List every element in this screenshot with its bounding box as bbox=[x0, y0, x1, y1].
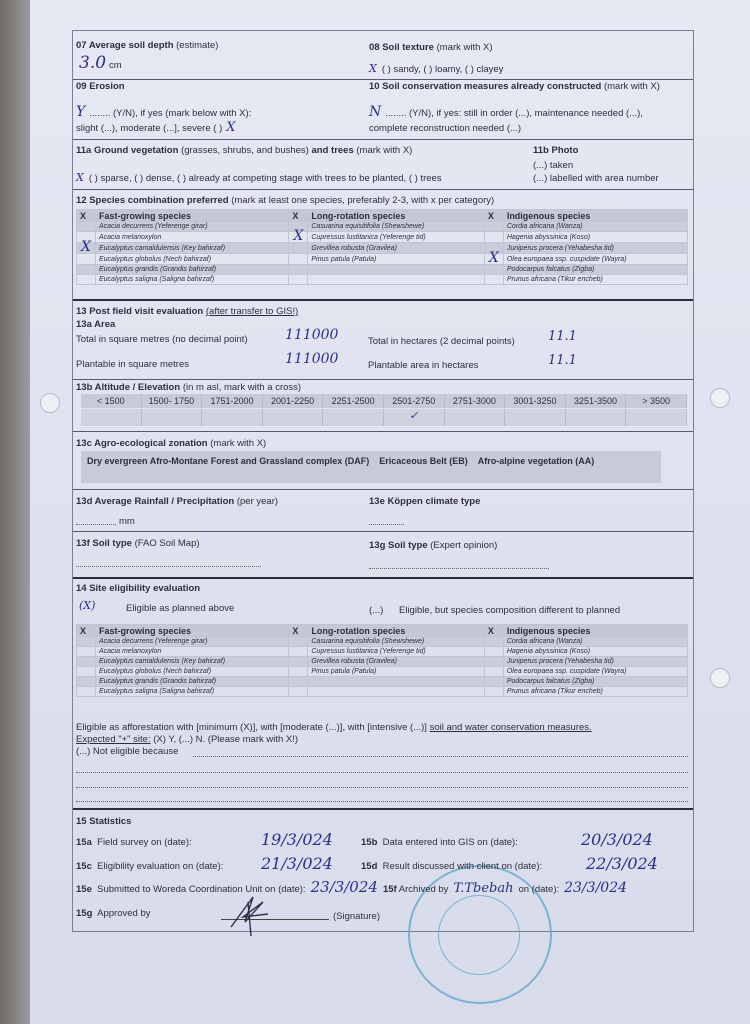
species-name: Eucalyptus saligna (Saligna bahirzaf) bbox=[96, 275, 289, 285]
section-15 bbox=[73, 808, 693, 932]
not-eligible-line[interactable] bbox=[76, 772, 688, 773]
altitude-marks bbox=[81, 409, 687, 426]
sparse-mark[interactable]: X bbox=[76, 171, 84, 184]
species-mark-cell[interactable] bbox=[77, 222, 96, 232]
mark-column-header: X bbox=[289, 210, 308, 222]
soil-depth-unit: cm bbox=[109, 60, 122, 71]
erosion-severity-row bbox=[76, 120, 236, 135]
s07-note: (estimate) bbox=[176, 40, 219, 51]
altitude-range: 2001-2250 bbox=[263, 394, 324, 408]
species-mark-cell[interactable] bbox=[77, 667, 96, 677]
rainfall-field[interactable] bbox=[76, 524, 116, 525]
vegetation-row bbox=[76, 171, 442, 184]
site-assessment-form bbox=[72, 30, 694, 932]
archived-by-label: Archived by bbox=[398, 884, 449, 895]
conservation-value[interactable]: N bbox=[369, 104, 382, 120]
eligible-different: Eligible, but species composition different to planned bbox=[399, 605, 621, 616]
s13f-note: (FAO Soil Map) bbox=[134, 538, 200, 549]
total-ha-value[interactable]: 11.1 bbox=[548, 329, 577, 344]
species-mark-cell[interactable] bbox=[77, 677, 96, 687]
species-row bbox=[77, 677, 688, 687]
species-mark-cell[interactable] bbox=[484, 232, 503, 243]
altitude-mark-cell[interactable] bbox=[505, 409, 566, 426]
species-row bbox=[77, 657, 688, 667]
altitude-mark-cell[interactable] bbox=[626, 409, 687, 426]
species-name: Pinus patula (Patula) bbox=[308, 254, 484, 265]
altitude-range: 3001-3250 bbox=[505, 394, 566, 408]
species-name: Acacia decurrens (Yeferenge girar) bbox=[96, 637, 289, 647]
species-mark-cell[interactable] bbox=[484, 637, 503, 647]
mark-column-header: X bbox=[77, 210, 96, 222]
s15e-code: 15e bbox=[76, 884, 92, 895]
archived-on-label: on (date): bbox=[518, 884, 560, 895]
species-mark-cell[interactable] bbox=[77, 687, 96, 697]
s14-title: 14 Site eligibility evaluation bbox=[76, 583, 201, 594]
altitude-range: > 3500 bbox=[626, 394, 687, 408]
conservation-line2: complete reconstruction needed (...) bbox=[369, 123, 522, 134]
s13a-title: 13a Area bbox=[76, 319, 116, 330]
s15-title: 15 Statistics bbox=[76, 816, 132, 827]
species-mark-cell[interactable] bbox=[289, 228, 308, 244]
sandy-mark[interactable]: X bbox=[369, 62, 377, 75]
section-12 bbox=[73, 189, 693, 300]
eligible-as-planned: Eligible as planned above bbox=[126, 603, 235, 614]
species-name: Casuarina equisitifolia (Shewshewe) bbox=[308, 222, 484, 232]
species-name: Hagenia abyssinica (Koso) bbox=[503, 232, 687, 243]
s10-note: (mark with X) bbox=[603, 81, 660, 92]
archived-by-name[interactable]: T.Tbebah bbox=[453, 881, 514, 896]
field-survey-label: Field survey on (date): bbox=[97, 837, 192, 848]
s11b-title: 11b Photo bbox=[533, 145, 579, 156]
species-row bbox=[77, 265, 688, 275]
species-category-header: Indigenous species bbox=[503, 625, 687, 637]
altitude-mark-cell[interactable] bbox=[142, 409, 203, 426]
altitude-mark-cell[interactable] bbox=[263, 409, 324, 426]
submitted-woreda-date[interactable]: 23/3/024 bbox=[310, 878, 378, 896]
section-14 bbox=[73, 577, 693, 805]
species-name: Hagenia abyssinica (Koso) bbox=[503, 647, 687, 657]
species-mark-cell[interactable] bbox=[484, 687, 503, 697]
species-row bbox=[77, 687, 688, 697]
species-name: Juniperus procera (Yehabesha tid) bbox=[503, 243, 687, 254]
altitude-ranges bbox=[81, 394, 687, 408]
species-table-14 bbox=[76, 624, 688, 697]
not-eligible-line[interactable] bbox=[76, 801, 688, 802]
species-name: Prunus africana (Tikur encheb) bbox=[503, 275, 687, 285]
soil-depth-row bbox=[79, 53, 122, 73]
species-name: Olea europaea ssp. cuspidate (Wayra) bbox=[503, 667, 687, 677]
species-name: Grevillea robusta (Gravilea) bbox=[308, 243, 484, 254]
swc-measures: soil and water conservation measures. bbox=[429, 722, 592, 733]
species-header-row bbox=[77, 625, 688, 637]
total-sqm-value[interactable]: 111000 bbox=[285, 327, 339, 343]
species-category-header: Long-rotation species bbox=[308, 210, 484, 222]
altitude-check-mark: ✓ bbox=[409, 409, 419, 422]
expected-site-label: Expected "+" site: bbox=[76, 734, 151, 745]
species-mark-cell[interactable] bbox=[484, 265, 503, 275]
s08-title: 08 Soil texture bbox=[369, 42, 434, 53]
species-name: Casuarina equisitifolia (Shewshewe) bbox=[308, 637, 484, 647]
species-row bbox=[77, 667, 688, 677]
species-name: Eucalyptus globolus (Nech bahirzaf) bbox=[96, 667, 289, 677]
altitude-range: 3251-3500 bbox=[566, 394, 627, 408]
archived-date[interactable]: 23/3/024 bbox=[564, 880, 628, 896]
species-row bbox=[77, 647, 688, 657]
erosion-line1: ........ (Y/N), if yes (mark below with X): bbox=[89, 108, 252, 119]
not-eligible-line[interactable] bbox=[76, 787, 688, 788]
species-mark-cell[interactable] bbox=[484, 657, 503, 667]
total-sqm-label: Total in square metres (no decimal point) bbox=[76, 334, 248, 345]
species-name: Cordia africana (Wanza) bbox=[503, 637, 687, 647]
severe-mark[interactable]: X bbox=[226, 120, 236, 135]
species-name: Cupressus lustitanica (Yeferenge tid) bbox=[308, 647, 484, 657]
species-name: Eucalyptus camaldulensis (Key bahirzaf) bbox=[96, 657, 289, 667]
species-mark-cell[interactable] bbox=[484, 222, 503, 232]
s13d-note: (per year) bbox=[236, 496, 279, 507]
approved-by-label: Approved by bbox=[97, 908, 151, 919]
signature-scribble bbox=[223, 892, 273, 937]
species-name bbox=[308, 275, 484, 285]
fao-soil-field[interactable] bbox=[76, 566, 261, 567]
species-row bbox=[77, 637, 688, 647]
species-mark-cell[interactable] bbox=[289, 657, 308, 667]
s12-title: 12 Species combination preferred bbox=[76, 195, 229, 206]
altitude-mark-cell[interactable] bbox=[202, 409, 263, 426]
species-name: Eucalyptus grandis (Grandis bahirzaf) bbox=[96, 265, 289, 275]
species-row bbox=[77, 254, 688, 265]
section-07-08 bbox=[73, 31, 693, 79]
signature-label: (Signature) bbox=[333, 911, 380, 922]
s15c-code: 15c bbox=[76, 861, 92, 872]
altitude-range: 2501-2750 bbox=[384, 394, 445, 408]
species-mark-cell[interactable] bbox=[77, 647, 96, 657]
species-mark-cell[interactable] bbox=[484, 677, 503, 687]
species-name: Grevillea robusta (Gravilea) bbox=[308, 657, 484, 667]
altitude-range: 2251-2500 bbox=[323, 394, 384, 408]
s15g-code: 15g bbox=[76, 908, 93, 919]
mark-column-header: X bbox=[77, 625, 96, 637]
species-mark-cell[interactable] bbox=[289, 677, 308, 687]
erosion-value[interactable]: Y bbox=[76, 104, 86, 120]
soil-texture-options: ( ) sandy, ( ) loamy, ( ) clayey bbox=[381, 64, 504, 75]
erosion-severity: slight (...), moderate (...], severe ( ) bbox=[76, 123, 223, 134]
s12-note: (mark at least one species, preferably 2-3, with x per category) bbox=[231, 195, 495, 206]
s13b-note: (in m asl, mark with a cross) bbox=[182, 382, 302, 393]
species-name bbox=[308, 687, 484, 697]
s13g-note: (Expert opinion) bbox=[430, 540, 498, 551]
conservation-row bbox=[369, 104, 643, 120]
species-name: Olea europaea ssp. cuspidate (Wayra) bbox=[503, 254, 687, 265]
s09-title: 09 Erosion bbox=[76, 81, 125, 92]
altitude-mark-cell[interactable] bbox=[81, 409, 142, 426]
species-table-12 bbox=[76, 209, 688, 285]
stats-row-cd bbox=[76, 854, 691, 873]
mark-column-header: X bbox=[484, 625, 503, 637]
species-name: Acacia decurrens (Yeferenge girar) bbox=[96, 222, 289, 232]
s13c-note: (mark with X) bbox=[210, 438, 267, 449]
section-13f-g bbox=[73, 531, 693, 578]
altitude-range: 2751-3000 bbox=[445, 394, 506, 408]
species-mark-cell[interactable] bbox=[289, 687, 308, 697]
species-category-header: Fast-growing species bbox=[96, 210, 289, 222]
s10-title: 10 Soil conservation measures already constructed bbox=[369, 81, 602, 92]
s13c-title: 13c Agro-ecological zonation bbox=[76, 438, 208, 449]
species-mark-cell[interactable] bbox=[484, 275, 503, 285]
species-mark: X bbox=[81, 239, 91, 255]
species-name: Eucalyptus grandis (Grandis bahirzaf) bbox=[96, 677, 289, 687]
s15d-code: 15d bbox=[361, 861, 378, 872]
section-09-10 bbox=[73, 79, 693, 140]
species-mark: X bbox=[293, 228, 304, 244]
altitude-table bbox=[73, 380, 693, 432]
result-discussed-label: Result discussed with client on (date): bbox=[382, 861, 543, 872]
afforestation-text: Eligible as afforestation with [minimum (X)], with [moderate (...)], with [intensive (...)] bbox=[76, 722, 427, 733]
species-category-header: Fast-growing species bbox=[96, 625, 289, 637]
species-mark-cell[interactable] bbox=[289, 265, 308, 275]
stamp-inner-ring bbox=[438, 895, 520, 975]
erosion-row bbox=[76, 104, 251, 120]
s15b-code: 15b bbox=[361, 837, 378, 848]
species-name: Eucalyptus globolus (Nech bahirzaf) bbox=[96, 254, 289, 265]
species-name: Juniperus procera (Yehabesha tid) bbox=[503, 657, 687, 667]
not-eligible-field[interactable] bbox=[193, 756, 688, 757]
species-row bbox=[77, 275, 688, 285]
field-survey-date[interactable]: 19/3/024 bbox=[261, 830, 333, 849]
species-mark-cell[interactable] bbox=[484, 647, 503, 657]
mark-column-header: X bbox=[289, 625, 308, 637]
punch-hole bbox=[710, 668, 730, 688]
species-name: Eucalyptus saligna (Saligna bahirzaf) bbox=[96, 687, 289, 697]
species-mark: X bbox=[488, 250, 499, 266]
species-name: Prunus africana (Tikur encheb) bbox=[503, 687, 687, 697]
species-name: Podocarpus falcatus (Zigba) bbox=[503, 677, 687, 687]
altitude-mark-cell[interactable] bbox=[323, 409, 384, 426]
photo-taken: (...) taken bbox=[533, 160, 574, 171]
species-category-header: Indigenous species bbox=[503, 210, 687, 222]
eligible-different-mark[interactable]: (...) bbox=[369, 605, 384, 616]
eligibility-eval-label: Eligibility evaluation on (date): bbox=[97, 861, 224, 872]
koppen-field[interactable] bbox=[369, 524, 404, 525]
species-mark-cell[interactable] bbox=[77, 254, 96, 265]
s15a-code: 15a bbox=[76, 837, 92, 848]
s11a-note: (grasses, shrubs, and bushes) bbox=[181, 145, 309, 156]
species-mark-cell[interactable] bbox=[77, 637, 96, 647]
species-mark-cell[interactable] bbox=[484, 250, 503, 266]
plantable-sqm-label: Plantable in square metres bbox=[76, 359, 190, 370]
zonation-table bbox=[81, 451, 661, 483]
punch-hole bbox=[40, 393, 60, 413]
photo-labelled: (...) labelled with area number bbox=[533, 173, 659, 184]
species-mark-cell[interactable] bbox=[484, 667, 503, 677]
species-name: Pinus patula (Patula) bbox=[308, 667, 484, 677]
submitted-woreda-label: Submitted to Woreda Coordination Unit on (date): bbox=[97, 884, 306, 895]
species-mark-cell[interactable] bbox=[77, 657, 96, 667]
s13d-title: 13d Average Rainfall / Precipitation bbox=[76, 496, 235, 507]
species-row bbox=[77, 243, 688, 254]
stats-row-ef bbox=[76, 878, 627, 896]
conservation-line1: ........ (Y/N), if yes: still in order (...), maintenance needed (...), bbox=[385, 108, 643, 119]
s11a-note2: (mark with X) bbox=[356, 145, 413, 156]
gis-entry-date[interactable]: 20/3/024 bbox=[581, 830, 653, 849]
species-name: Podocarpus falcatus (Zigba) bbox=[503, 265, 687, 275]
species-mark-cell[interactable] bbox=[77, 239, 96, 255]
eligible-mark[interactable]: (X) bbox=[79, 599, 96, 612]
section-13b bbox=[73, 379, 693, 432]
species-category-header: Long-rotation species bbox=[308, 625, 484, 637]
altitude-range: 1751-2000 bbox=[202, 394, 263, 408]
s13-title: 13 Post field visit evaluation bbox=[76, 306, 204, 317]
zone-eb[interactable]: Ericaceous Belt (EB) bbox=[379, 456, 468, 466]
s13e-title: 13e Köppen climate type bbox=[369, 496, 481, 507]
plantable-sqm-value[interactable]: 111000 bbox=[285, 351, 339, 367]
section-13a bbox=[73, 299, 693, 381]
s13g-title: 13g Soil type bbox=[369, 540, 428, 551]
gis-entry-label: Data entered into GIS on (date): bbox=[382, 837, 518, 848]
result-discussed-date[interactable]: 22/3/024 bbox=[586, 854, 658, 873]
altitude-mark-cell[interactable] bbox=[384, 409, 445, 426]
rainfall-unit: mm bbox=[119, 516, 135, 527]
altitude-range: < 1500 bbox=[81, 394, 142, 408]
s08-note: (mark with X) bbox=[436, 42, 493, 53]
species-name bbox=[308, 265, 484, 275]
expert-soil-field[interactable] bbox=[369, 568, 549, 569]
zone-daf[interactable]: Dry evergreen Afro-Montane Forest and Grassland complex (DAF) bbox=[87, 456, 370, 466]
species-row bbox=[77, 222, 688, 232]
species-mark-cell[interactable] bbox=[289, 243, 308, 254]
zone-aa[interactable]: Afro-alpine vegetation (AA) bbox=[477, 456, 595, 466]
mark-column-header: X bbox=[484, 210, 503, 222]
punch-hole bbox=[710, 388, 730, 408]
species-name bbox=[308, 677, 484, 687]
species-mark-cell[interactable] bbox=[289, 667, 308, 677]
species-name: Cordia africana (Wanza) bbox=[503, 222, 687, 232]
stats-row-ab bbox=[76, 830, 691, 849]
expected-site-options: (X) Y, (...) N. (Please mark with X!) bbox=[153, 734, 299, 745]
species-mark-cell[interactable] bbox=[289, 275, 308, 285]
species-row bbox=[77, 232, 688, 243]
altitude-mark-cell[interactable] bbox=[566, 409, 627, 426]
section-13c bbox=[73, 431, 693, 482]
altitude-mark-cell[interactable] bbox=[445, 409, 506, 426]
species-mark-cell[interactable] bbox=[289, 647, 308, 657]
eligibility-eval-date[interactable]: 21/3/024 bbox=[261, 854, 333, 873]
s13b-title: 13b Altitude / Elevation bbox=[76, 382, 181, 393]
section-13d-e bbox=[73, 489, 693, 532]
soil-depth-value[interactable]: 3.0 bbox=[79, 53, 107, 73]
species-name: Eucalyptus camaldulensis (Key bahirzaf) bbox=[96, 243, 289, 254]
species-mark-cell[interactable] bbox=[77, 275, 96, 285]
plantable-ha-value[interactable]: 11.1 bbox=[548, 353, 577, 368]
species-name: Cupressus lustitanica (Yeferenge tid) bbox=[308, 232, 484, 243]
species-mark-cell[interactable] bbox=[289, 254, 308, 265]
s13f-title: 13f Soil type bbox=[76, 538, 132, 549]
altitude-range: 1500- 1750 bbox=[142, 394, 203, 408]
soil-texture-row bbox=[369, 62, 503, 75]
s13-note: (after transfer to GIS!) bbox=[205, 306, 299, 317]
vegetation-options: ( ) sparse, ( ) dense, ( ) already at competing stage with trees to be planted, ( ) trees bbox=[88, 173, 442, 184]
species-mark-cell[interactable] bbox=[289, 637, 308, 647]
section-11 bbox=[73, 139, 693, 190]
species-mark-cell[interactable] bbox=[77, 265, 96, 275]
s15f-code: 15f bbox=[382, 884, 397, 895]
s07-title: 07 Average soil depth bbox=[76, 40, 174, 51]
s11a-title: 11a Ground vegetation bbox=[76, 145, 179, 156]
not-eligible-label: (...) Not eligible because bbox=[76, 746, 179, 757]
species-name: Acacia melanoxylon bbox=[96, 232, 289, 243]
species-header-row bbox=[77, 210, 688, 222]
plantable-ha-label: Plantable area in hectares bbox=[368, 360, 479, 371]
total-ha-label: Total in hectares (2 decimal points) bbox=[368, 336, 515, 347]
s11a-title2: and trees bbox=[311, 145, 354, 156]
species-name: Acacia melanoxylon bbox=[96, 647, 289, 657]
